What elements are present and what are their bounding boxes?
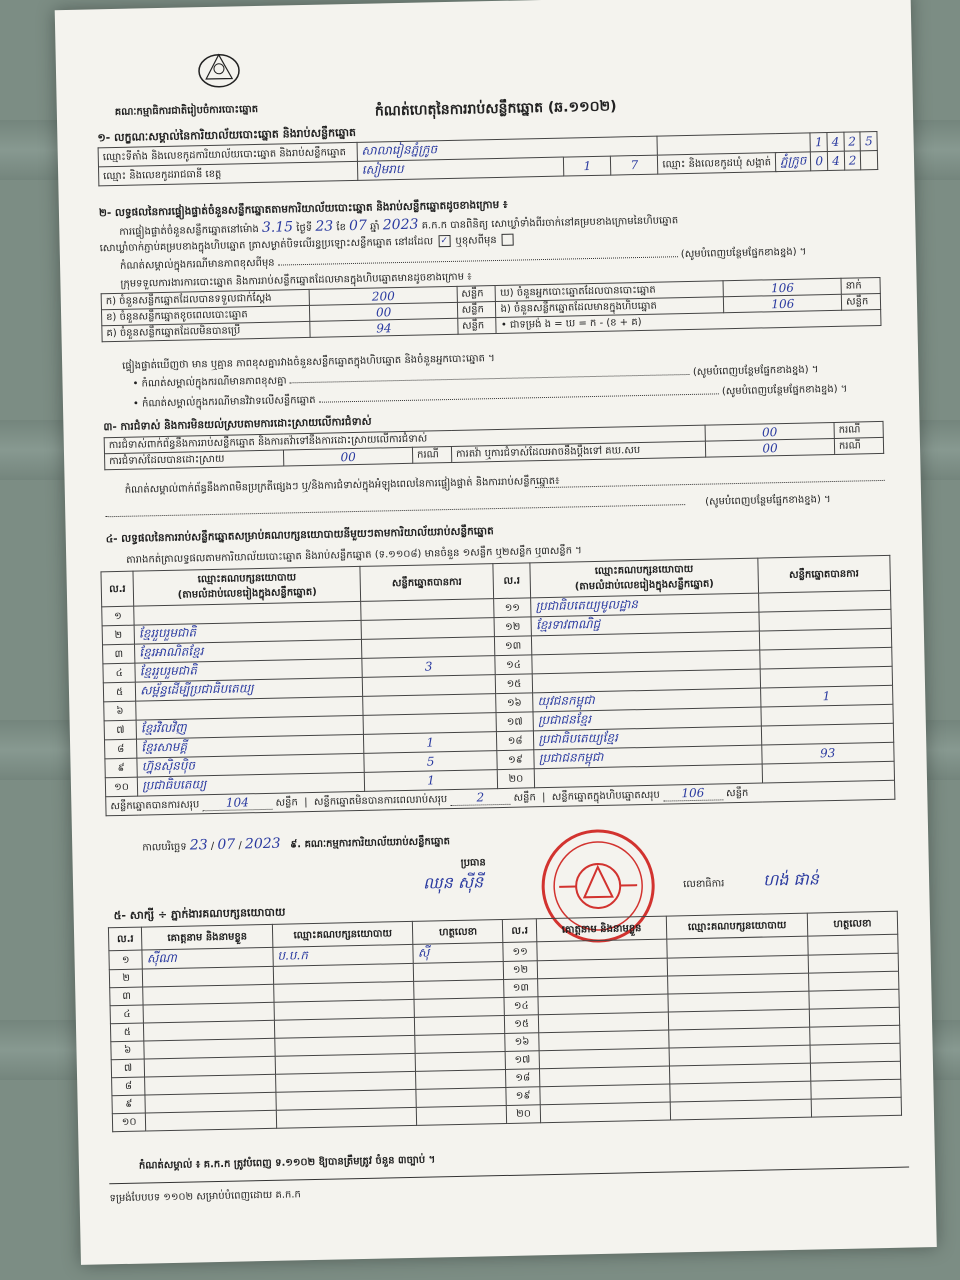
date-label: កាលបរិច្ឆេទ (142, 841, 187, 854)
result-party: យុវជនកម្ពុជា (533, 688, 761, 712)
col-party-left (133, 566, 361, 606)
bullet-dispute-suffix: (សូមបំពេញបន្ថែមផ្នែកខាងខ្នង) ។ (721, 383, 848, 398)
appeal-unit: ករណី (834, 437, 883, 454)
chair-signature: ឈុន ស៊ីនី (422, 872, 484, 893)
witness-signature (809, 1007, 899, 1027)
voters-unit: នាក់ (841, 277, 880, 294)
voters-label: ឃ) ចំនួនអ្នកបោះឆ្នោតដែលបានបោះឆ្នោត (496, 281, 724, 302)
valid-total-value: 104 (202, 795, 272, 811)
result-party: ខ្មែរសាមគ្គី (137, 734, 365, 758)
witness-no: ១៦ (505, 1033, 539, 1052)
unused-label: គ) ចំនួនសន្លឹកឆ្នោតដែលមិនបានប្រើ (102, 321, 311, 341)
irregularity-note: កំណត់សម្គាល់ពាក់ព័ន្ធនឹងភាពមិនប្រក្រតីផ្សេងៗ ឬ/និងការជំទាស់ក្នុងអំឡុងពេលនៃការផ្ទៀងផ្ទាត់ និងការរាប់សន្លឹកឆ្នោត៖ (124, 475, 560, 496)
result-party: ប្រជាជនខ្មែរ (533, 707, 761, 731)
commune-label: ឈ្មោះ និងលេខកូដឃុំ សង្កាត់ (658, 153, 776, 174)
spoiled-unit: សន្លឹក (457, 302, 496, 319)
witness-signature (416, 1087, 506, 1107)
ballots-in-box-label: ង) ចំនួនសន្លឹកឆ្នោតដែលមានក្នុងហិបឆ្នោត (496, 297, 724, 318)
result-no: ៤ (103, 663, 136, 683)
witness-no: ១ (109, 950, 143, 970)
difference-note-label: កំណត់សម្គាល់ក្នុងករណីមានភាពខុសពីមុន (119, 257, 275, 272)
verify-line-2-text: សោឃ្លាំចាក់ភ្ជាប់គម្របខាងក្នុងហិបឆ្នោត ត្រាសម្ងាត់បិទលើរន្ធប្រឡោះសន្លឹកឆ្នោត នៅដដែល (99, 236, 434, 255)
verify-year-label: ឆ្នាំ (370, 221, 380, 233)
irregularity-note-suffix: (សូមបំពេញបន្ថែមផ្នែកខាងខ្នង) ។ (705, 494, 831, 508)
section3-heading: ៣- ការជំទាស់ និងការមិនយល់ស្របតាមការដោះស្រាយលើការជំទាស់ (103, 415, 372, 434)
witness-signature (415, 1033, 505, 1053)
verify-day: 23 (315, 218, 334, 235)
verify-year: 2023 (382, 216, 419, 234)
witness-no: ៨ (112, 1077, 146, 1096)
witness-party (276, 1107, 417, 1128)
result-no: ១០ (105, 777, 138, 797)
valid-total-label: សន្លឹកឆ្នោតបានការសរុប (110, 799, 200, 813)
province-label: ឈ្មោះ និងលេខកូដរាជធានី ខេត្ត (98, 161, 357, 185)
unused-value: 94 (310, 318, 457, 337)
objection-value: 00 (705, 422, 834, 441)
witness-signature (414, 997, 504, 1017)
result-votes: 1 (760, 685, 893, 707)
objection-unit: ករណី (834, 421, 883, 438)
committee-name: គណៈកម្មាធិការជាតិរៀបចំការបោះឆ្នោត (114, 103, 259, 118)
verify-month: 07 (348, 217, 368, 235)
witness-name (540, 1102, 671, 1123)
witness-no: ២០ (507, 1105, 541, 1124)
result-party: ហ្វ៊ុនស៊ិនប៉ិច (137, 753, 365, 777)
result-no: ១៨ (496, 731, 534, 751)
section2-heading: ២- លទ្ធផលនៃការផ្ទៀងផ្ទាត់ចំនួនសន្លឹកឆ្នោតតាមការិយាល័យបោះឆ្នោត និងរាប់សន្លឹកឆ្នោតដូចខាងក្រោម ៖ (98, 198, 508, 220)
witness-no: ៤ (110, 1005, 144, 1024)
witness-no: ១៧ (506, 1051, 540, 1070)
witness-col-name-left: គោត្តនាម និងនាមខ្លួន (142, 924, 273, 950)
witness-party: ប.ប.ក (273, 944, 414, 966)
witness-name (146, 1110, 277, 1131)
result-votes: 93 (761, 742, 894, 764)
result-no: ៥ (103, 682, 136, 702)
verify-day-label: ថ្ងៃទី (296, 222, 313, 235)
witness-signature (808, 971, 898, 991)
section5-heading: ៥- សាក្សី ÷ ភ្នាក់ងារគណបក្សនយោបាយ (113, 905, 286, 923)
section1-heading: ១- លក្ខណៈសម្គាល់នៃការិយាល័យបោះឆ្នោត និងរាប់សន្លឹកឆ្នោត (97, 125, 357, 145)
date-month: 07 (217, 836, 236, 853)
invalid-total-unit: សន្លឹក (513, 792, 536, 804)
witness-signature (810, 1043, 900, 1063)
witness-no: ១៨ (506, 1069, 540, 1088)
result-no: ៧ (104, 720, 137, 740)
form-sheet (55, 0, 937, 1265)
witness-no: ១៣ (504, 979, 538, 998)
formula-label: • ជាទម្រង់ ង = ឃ = ក - (ខ + គ) (496, 309, 881, 333)
result-no: ៦ (104, 701, 137, 721)
witness-col-no-left: ល.រ (108, 927, 142, 951)
date-year: 2023 (244, 835, 281, 853)
commune-value: ភ្នំក្រូច (775, 152, 811, 172)
witness-signature (415, 1015, 505, 1035)
col-party-right-title: ឈ្មោះគណបក្សនយោបាយ (594, 563, 694, 578)
verify-time: 3.15 (261, 219, 294, 236)
witness-table (108, 911, 902, 1132)
witness-col-no-right: ល.រ (503, 919, 537, 943)
totals-row: សន្លឹកឆ្នោតបានការសរុប 104 សន្លឹក | សន្លឹកឆ្នោតមិនបានការពេលរាប់សរុប 2 សន្លឹក | សន្លឹកឆ្នោតក្នុងហិបឆ្នោតសរុប 106 សន្លឹក (106, 780, 895, 816)
witness-name: ស៊ីណា (142, 947, 273, 969)
station-code-2: 4 (827, 132, 844, 151)
box-total-value: 106 (663, 785, 723, 801)
secretary-signature: ហង់ ផាន់ (762, 869, 820, 890)
witness-col-sign-left: ហត្ថលេខា (413, 920, 503, 945)
different-label: ឬខុសពីមុន (455, 234, 497, 247)
committee-sign-label: ៩. គណៈកម្មការការិយាល័យរាប់សន្លឹកឆ្នោត (290, 836, 451, 851)
invalid-total-value: 2 (450, 790, 510, 806)
province-code-2: 7 (611, 155, 658, 175)
station-code-1: 1 (810, 133, 827, 152)
witness-no: ៥ (110, 1023, 144, 1042)
voters-value: 106 (723, 278, 841, 296)
result-party: ខ្មែររួបរួមជាតិ (135, 658, 363, 682)
results-table (100, 555, 895, 816)
form-title: កំណត់ហេតុនៃការរាប់សន្លឹកឆ្នោត (ឆ.១១០២) (374, 98, 617, 120)
station-code-4: 5 (860, 132, 877, 151)
unused-unit: សន្លឹក (457, 318, 496, 335)
result-votes: 1 (364, 732, 497, 754)
result-party: ប្រជាធិបតេយ្យមូលដ្ឋាន (531, 593, 759, 617)
witness-col-party-right: ឈ្មោះគណបក្សនយោបាយ (667, 913, 808, 939)
resolved-value: 00 (283, 447, 412, 466)
witness-no: ១១ (503, 942, 537, 962)
result-no: ២ (102, 625, 135, 645)
compare-line: ផ្ទៀងផ្ទាត់ឃើញថា មាន ឬគ្មាន ភាពខុសគ្នារវាងចំនួនសន្លឹកឆ្នោតក្នុងហិបឆ្នោត និងចំនួនអ្នកបោះឆ្នោត ។ (122, 353, 495, 372)
difference-note-suffix: (សូមបំពេញបន្ថែមផ្នែកខាងខ្នង) ។ (680, 246, 807, 261)
result-no: ៨ (104, 739, 137, 759)
result-votes: 5 (364, 751, 497, 773)
witness-signature (414, 979, 504, 999)
province-value: សៀមរាប (357, 157, 564, 180)
result-no: ១៩ (497, 750, 535, 770)
footer-note: កំណត់សម្គាល់ ៖ គ.ក.ក ត្រូវបំពេញ ទ.១១០២ ឱ្យបានត្រឹមត្រូវ ចំនួន ៣ច្បាប់ ។ (138, 1154, 436, 1172)
witness-no: ៦ (111, 1041, 145, 1060)
witness-signature (810, 1061, 900, 1081)
result-no: ៣ (103, 644, 136, 664)
witness-no: ១០ (112, 1113, 146, 1132)
result-votes: 3 (362, 656, 495, 678)
verify-time-label: ការផ្ទៀងផ្ទាត់ចំនួនសន្លឹកឆ្នោតនៅម៉ោង (119, 223, 259, 238)
commune-code-2: 4 (827, 151, 844, 170)
objection-label: ការជំទាស់ពាក់ព័ន្ធនឹងការរាប់សន្លឹកឆ្នោត និងការតវ៉ាទៅនឹងការដោះស្រាយលើការជំទាស់ (104, 425, 705, 454)
result-votes: 1 (365, 770, 498, 792)
result-no: ១៧ (496, 712, 534, 732)
col-no-right: ល.រ (493, 563, 531, 599)
col-party-left-sub: (តាមលំដាប់លេខរៀងក្នុងសន្លឹកឆ្នោត) (177, 586, 317, 601)
witness-signature (811, 1097, 901, 1117)
date-day: 23 (189, 837, 208, 854)
witness-no: ១៤ (504, 997, 538, 1016)
col-no-left: ល.រ (101, 571, 134, 607)
witness-signature (810, 1025, 900, 1045)
appeal-label: ការតវ៉ា ឬការជំទាស់ដែលអាចនឹងប្តឹងទៅ គឃ.សប (451, 441, 705, 462)
station-label: ឈ្មោះទីតាំង និងលេខកូដការិយាល័យបោះឆ្នោត និងរាប់សន្លឹកឆ្នោត (98, 142, 357, 166)
bullet-dispute-label: • កំណត់សម្គាល់ក្នុងករណីមានវិវាទលើសន្លឹកឆ្នោត (132, 394, 316, 410)
box-total-unit: សន្លឹក (726, 787, 749, 800)
valid-total-unit: សន្លឹក (275, 797, 298, 809)
section4-heading: ៤- លទ្ធផលនៃការរាប់សន្លឹកឆ្នោតសម្រាប់គណបក្សនយោបាយនីមួយៗតាមការិយាល័យរាប់សន្លឹកឆ្នោត (105, 525, 494, 546)
resolved-unit: ករណី (412, 446, 451, 463)
witness-no: ៧ (111, 1059, 145, 1078)
verify-line-1-text: គ.ក.ក បានពិនិត្យ សោឃ្លាំទាំងពីរចាក់នៅគម្របខាងក្រោមនៃហិបឆ្នោត (421, 215, 679, 232)
result-no: ២០ (497, 769, 535, 789)
witness-no: ១៥ (505, 1015, 539, 1034)
result-no: ១១ (493, 598, 531, 618)
witness-no: ១៩ (506, 1087, 540, 1106)
same-checkbox[interactable]: ✓ (438, 235, 450, 247)
result-party: ខ្មែរអាណិតខ្មែរ (135, 639, 363, 663)
witness-signature (417, 1105, 507, 1125)
province-code-1: 1 (564, 156, 611, 176)
witness-col-party-left: ឈ្មោះគណបក្សនយោបាយ (272, 921, 413, 947)
result-no: ១៦ (495, 693, 533, 713)
result-party: ប្រជាជនកម្ពុជា (534, 745, 762, 769)
witness-no: ២ (109, 969, 143, 988)
bullet-difference-suffix: (សូមបំពេញបន្ថែមផ្នែកខាងខ្នង) ។ (692, 364, 819, 378)
col-votes-left: សន្លឹកឆ្នោតបានការ (360, 564, 493, 602)
nec-emblem-icon (196, 48, 243, 89)
col-party-right-sub: (តាមលំដាប់លេខរៀងក្នុងសន្លឹកឆ្នោត) (574, 578, 714, 593)
appeal-value: 00 (705, 438, 834, 457)
box-total-label: សន្លឹកឆ្នោតក្នុងហិបឆ្នោតសរុប (551, 789, 660, 803)
witness-signature (808, 934, 898, 955)
col-party-left-title: ឈ្មោះគណបក្សនយោបាយ (197, 572, 297, 586)
station-value: សាលារៀនភ្នំក្រូច (357, 136, 658, 161)
col-party-right (530, 558, 758, 598)
witness-signature (416, 1051, 506, 1071)
result-party: សម្ព័ន្ធដើម្បីប្រជាធិបតេយ្យ (135, 677, 363, 701)
received-value: 200 (310, 286, 457, 305)
received-label: ក) ចំនួនសន្លឹកឆ្នោតដែលបានទទួលជាក់ស្តែង (101, 289, 310, 309)
witness-no: ១២ (504, 961, 538, 980)
station-code-3: 2 (844, 132, 861, 151)
witness-signature (809, 989, 899, 1009)
result-no: ១៣ (494, 636, 532, 656)
date-line: កាលបរិច្ឆេទ 23 / 07 / 2023 ៩. គណៈកម្មការការិយាល័យរាប់សន្លឹកឆ្នោត (142, 835, 451, 854)
witness-signature: ស៊ី (413, 943, 503, 964)
witness-party (671, 1099, 812, 1120)
bullet-difference-label: • កំណត់សម្គាល់ក្នុងករណីមានភាពខុសគ្នា (132, 375, 287, 390)
witness-col-name-right: គោត្តនាម និងនាមខ្លួន (536, 916, 667, 942)
result-no: ១ (102, 606, 135, 626)
witness-signature (811, 1079, 901, 1099)
verify-month-label: ខែ (336, 222, 347, 234)
commune-code-3: 2 (844, 151, 861, 170)
tally-subline: តារាងកត់ត្រាលទ្ធផលតាមការិយាល័យបោះឆ្នោត និងរាប់សន្លឹកឆ្នោត (ទ.១១០៨) មានចំនួន ១សន្លឹក ឬ២សន្លឹក ឬ៣សន្លឹក ។ (126, 545, 582, 566)
chair-label: ប្រធាន (460, 857, 486, 869)
witness-no: ៩ (112, 1095, 146, 1114)
commune-code-1: 0 (811, 152, 828, 171)
col-votes-right: សន្លឹកឆ្នោតបានការ (757, 555, 890, 593)
witness-signature (808, 953, 898, 973)
secretary-label: លេខាធិការ (683, 878, 725, 891)
result-no: ១២ (494, 617, 532, 637)
witness-signature (414, 961, 504, 981)
resolved-label: ការជំទាស់ដែលបានដោះស្រាយ (105, 450, 284, 470)
form-code: ទម្រង់បែបបទ ១១០២ សម្រាប់បំពេញដោយ គ.ក.ក (109, 1189, 301, 1205)
count-intro: ក្រុមទទួលការងារការបោះឆ្នោត និងការរាប់សន្លឹកឆ្នោតដែលមានក្នុងហិបឆ្នោតមានដូចខាងក្រោម ៖ (120, 271, 472, 290)
ballots-in-box-value: 106 (724, 294, 842, 312)
result-no: ១៤ (495, 655, 533, 675)
result-party: ប្រជាធិបតេយ្យ (137, 772, 365, 796)
ballots-in-box-unit: សន្លឹក (841, 293, 880, 310)
result-no: ១៥ (495, 674, 533, 694)
invalid-total-label: សន្លឹកឆ្នោតមិនបានការពេលរាប់សរុប (313, 794, 448, 808)
spoiled-label: ខ) ចំនួនសន្លឹកឆ្នោតខូចពេលបោះឆ្នោត (101, 305, 310, 325)
witness-col-sign-right: ហត្ថលេខា (807, 911, 898, 936)
witness-no: ៣ (110, 987, 144, 1006)
spoiled-value: 00 (310, 302, 457, 321)
result-party: ខ្មែររួបរួមជាតិ (134, 620, 362, 644)
result-party: ខ្មែរទាវពាណិជ្ជ (531, 612, 759, 636)
received-unit: សន្លឹក (457, 286, 496, 303)
different-checkbox[interactable] (502, 234, 514, 246)
result-party: ប្រជាធិបតេយ្យខ្មែរ (534, 726, 762, 750)
witness-signature (416, 1069, 506, 1089)
result-no: ៩ (105, 758, 138, 778)
result-party: ខ្មែរវិលវិញ (136, 715, 364, 739)
